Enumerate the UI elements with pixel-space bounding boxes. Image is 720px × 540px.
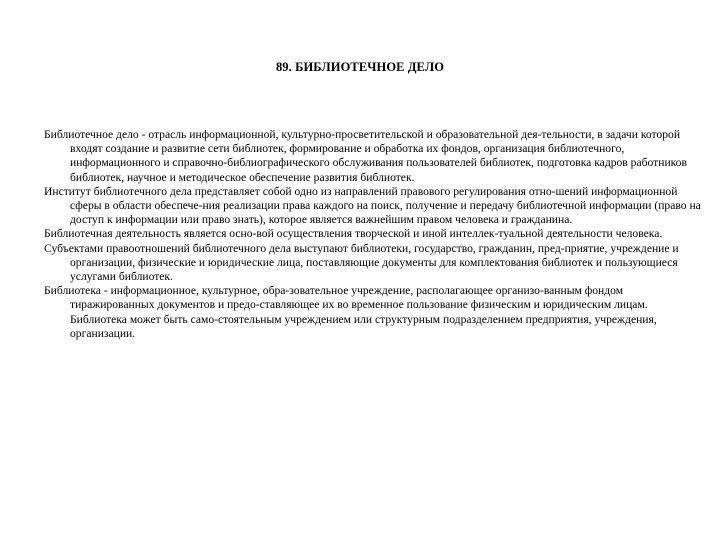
- paragraph-activity: Библиотечная деятельность является осно-вой осуществления творческой и иной интеллек-туальной деятельности человека.: [44, 227, 663, 241]
- page-title: 89. БИБЛИОТЕЧНОЕ ДЕЛО: [275, 60, 445, 74]
- paragraph-library: Библиотека - информационное, культурное, обра-зовательное учреждение, располагающее организо-ванным фондом тиражированных документов и предо-ставляющее их во временное пользование физическим и юридическим лицам. Библиотека может быть само-стоятельным учреждением или структурным подразделением предприятия, учреждения, организации.: [44, 284, 657, 340]
- paragraph-institute: Институт библиотечного дела представляет собой одно из направлений правового регулирования отно-шений информационной сферы в области обеспече-ния реализации права каждого на поиск, получение и передачу библиотечной информации (право на доступ к информации или право знать), которое является важнейшим правом человека и гражданина.: [44, 184, 701, 227]
- paragraph-subjects: Субъектами правоотношений библиотечного дела выступают библиотеки, государство, гражданин, пред-приятие, учреждение и организации, физические и юридические лица, поставляющие документы для комплектования библиотек и пользующиеся услугами библиотек.: [44, 241, 679, 284]
- body-text: [44, 128, 704, 341]
- paragraph-definition: Библиотечное дело - отрасль информационной, культурно-просветительской и образовательной дея-тельности, в задачи которой входят создание и развитие сети библиотек, формирование и обработка их фондов, организация библиотечного, информационного и справочно-библиографического обслуживания пользователей библиотек, подготовка кадров работников библиотек, научное и методическое обеспечение развития библиотек.: [44, 128, 687, 184]
